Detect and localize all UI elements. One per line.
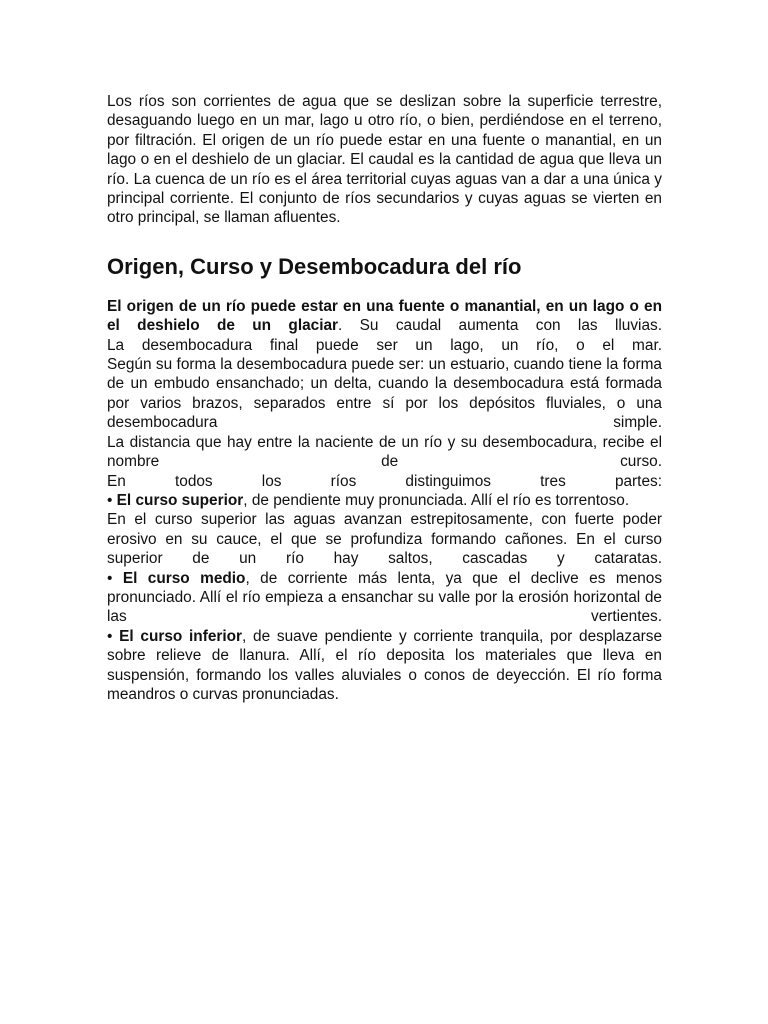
section-body [107, 297, 662, 705]
upper-course-detail: En el curso superior las aguas avanzan estrepitosamente, con fuerte poder erosivo en su cauce, el que se profundiza formando cañones. En el curso superior de un río hay saltos, cascadas y cataratas. [107, 511, 662, 568]
three-parts-line: En todos los ríos distinguimos tres partes: [107, 472, 662, 490]
document-page [107, 92, 662, 704]
middle-course-line [107, 569, 662, 627]
bullet: • [107, 491, 113, 509]
bullet: • [107, 627, 113, 645]
origin-line [107, 297, 662, 336]
origin-rest-text: . Su caudal aumenta con las lluvias. [338, 317, 662, 335]
course-distance-line: La distancia que hay entre la naciente de un río y su desembocadura, recibe el nombre de curso. [107, 433, 662, 471]
upper-course-line [107, 491, 662, 510]
lower-course-text: , de suave pendiente y corriente tranquila, por desplazarse sobre relieve de llanura. Allí, el río deposita los materiales que lleva en suspensión, formando los valles aluviales o conos de deyección. El río forma meandros o curvas pronunciadas. [107, 627, 663, 703]
lower-course-line [107, 627, 662, 705]
middle-course-label: El curso medio [122, 569, 246, 587]
upper-course-label: El curso superior [116, 491, 244, 509]
section-heading: Origen, Curso y Desembocadura del río [107, 253, 522, 279]
mouth-line: La desembocadura final puede ser un lago, un río, o el mar. [107, 336, 662, 354]
middle-course-text: , de corriente más lenta, ya que el declive es menos pronunciado. Allí el río empieza a ensanchar su valle por la erosión horizontal de las vertientes. [107, 569, 663, 626]
mouth-types-line: Según su forma la desembocadura puede ser: un estuario, cuando tiene la forma de un embudo ensanchado; un delta, cuando la desembocadura está formada por varios brazos, separados entre sí por los depósitos fluviales, o una desembocadura simple. [107, 356, 662, 432]
origin-bold-text: El origen de un río puede estar en una fuente o manantial, en un lago o en el deshielo de un glaciar [107, 297, 662, 335]
bullet: • [107, 569, 113, 587]
intro-paragraph: Los ríos son corrientes de agua que se deslizan sobre la superficie terrestre, desaguando luego en un mar, lago u otro río, o bien, perdiéndose en el terreno, por filtración. El origen de un río puede estar en una fuente o manantial, en un lago o en el deshielo de un glaciar. El caudal es la cantidad de agua que lleva un río. La cuenca de un río es el área territorial cuyas aguas van a dar a una única y principal corriente. El conjunto de ríos secundarios y cuyas aguas se vierten en otro principal, se llaman afluentes. [107, 93, 662, 227]
upper-course-text: , de pendiente muy pronunciada. Allí el río es torrentoso. [243, 491, 630, 509]
lower-course-label: El curso inferior [119, 627, 243, 645]
